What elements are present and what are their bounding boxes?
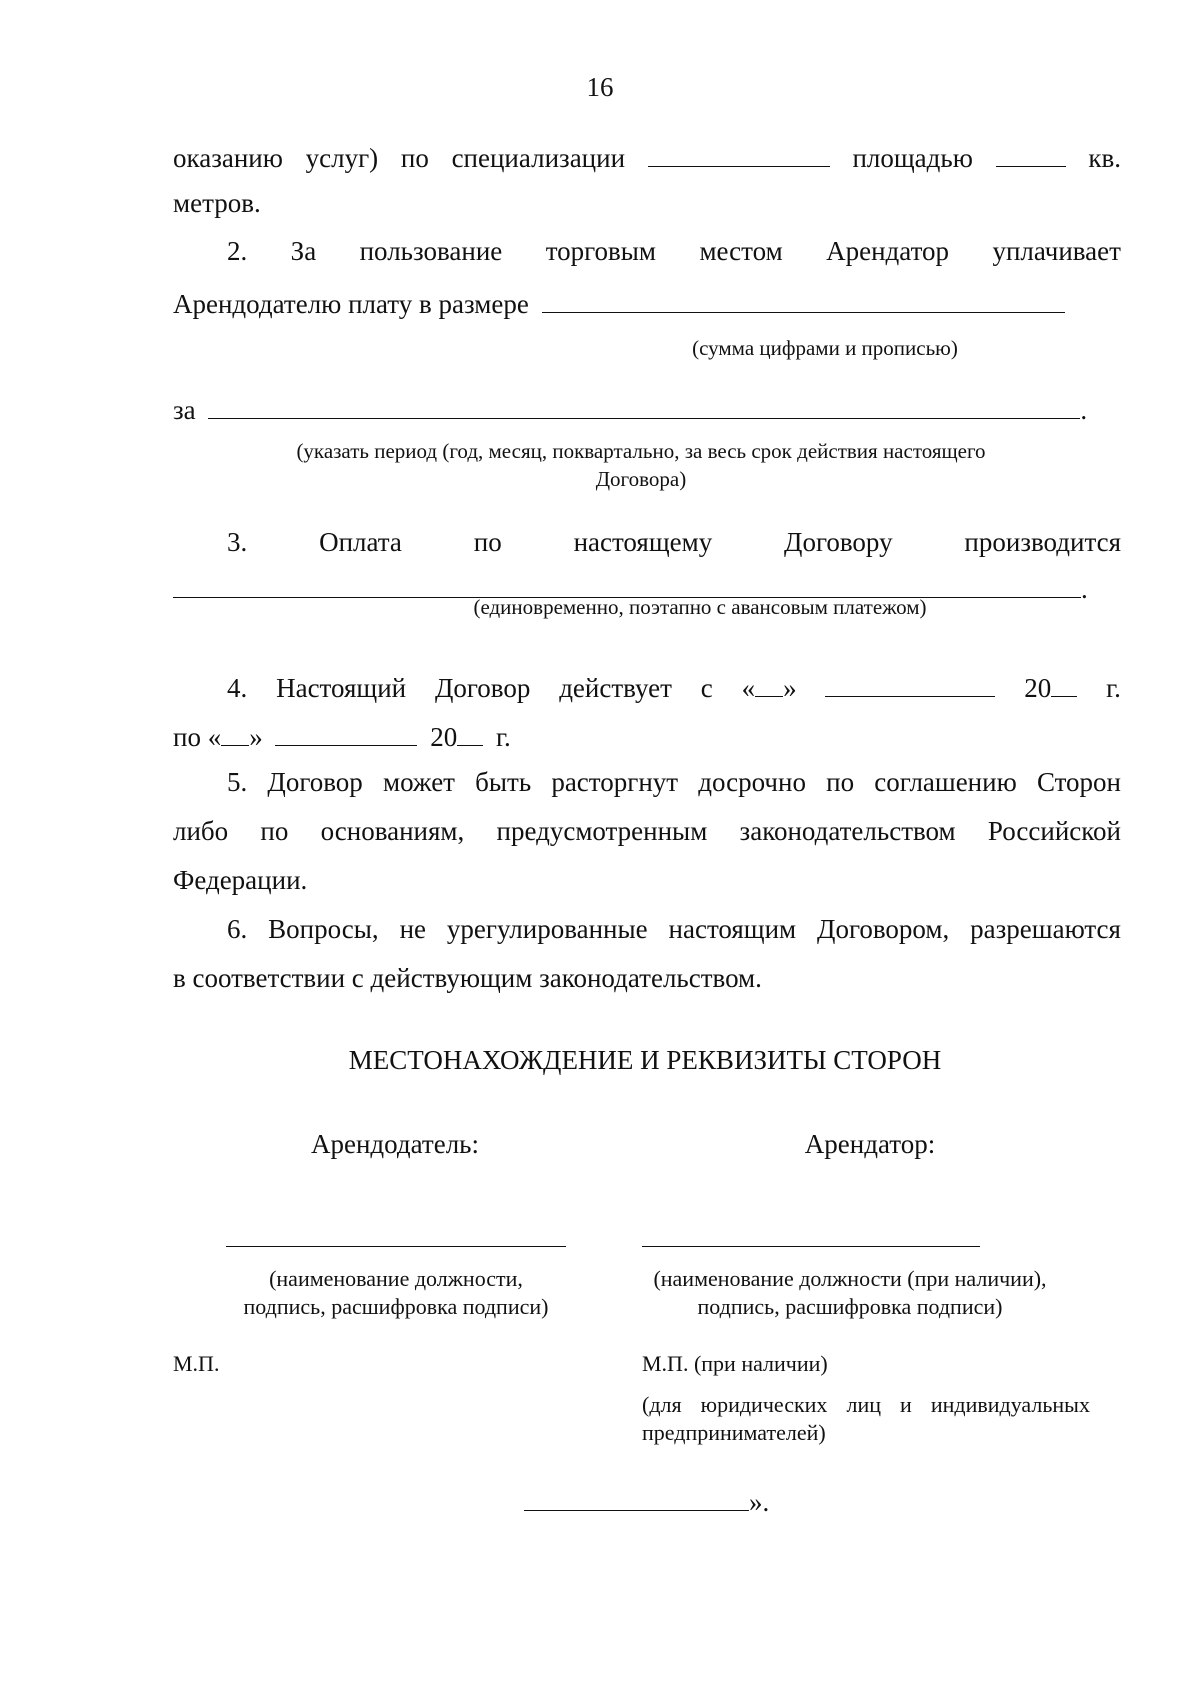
closing-line [524, 1483, 824, 1518]
section-title: МЕСТОНАХОЖДЕНИЕ И РЕКВИЗИТЫ СТОРОН [348, 1045, 942, 1075]
payment-amount-blank[interactable] [542, 285, 1065, 313]
word: г. [495, 722, 511, 752]
word: расторгнут [551, 767, 679, 797]
word: разрешаются [970, 914, 1121, 944]
word: не [399, 914, 427, 944]
word: соглашению [874, 767, 1017, 797]
word: индивидуальных [930, 1392, 1090, 1417]
payment-method-hint: (единовременно, поэтапно с авансовым платежом) [473, 595, 927, 619]
clause-2-line-2 [173, 285, 1121, 320]
word: юридических [700, 1392, 828, 1417]
tenant-entity-note-line-2: предпринимателей) [642, 1420, 826, 1445]
word: площадью [852, 143, 973, 173]
clause-2-continuation: Арендодателю плату в размере [173, 289, 529, 319]
word: Вопросы, [268, 914, 379, 944]
tenant-entity-note-line-1 [642, 1391, 1090, 1419]
period-hint-line-1: (указать период (год, месяц, поквартально, за весь срок действия настоящего [296, 439, 986, 463]
word: настоящему [573, 527, 713, 557]
word: 5. [227, 767, 248, 797]
paragraph-line-2: метров. [173, 188, 261, 218]
landlord-stamp-label: М.П. [173, 1351, 220, 1376]
period-hint-line-2: Договора) [595, 467, 687, 491]
word: пользование [359, 236, 503, 266]
word: урегулированные [446, 914, 648, 944]
word: Договору [784, 527, 893, 557]
clause-4-line-1 [227, 669, 1121, 704]
clause-3-line-1 [227, 527, 1121, 558]
payment-amount-hint: (сумма цифрами и прописью) [692, 336, 958, 360]
word: Оплата [319, 527, 402, 557]
closing-blank[interactable] [524, 1483, 749, 1511]
word: Арендатор [826, 236, 950, 266]
clause-6-line-2: в соответствии с действующим законодательством. [173, 963, 762, 993]
word: и [900, 1392, 912, 1417]
end-month-blank[interactable] [275, 718, 417, 746]
word: г. [1106, 673, 1121, 703]
landlord-signature-hint-2: подпись, расшифровка подписи) [243, 1294, 549, 1319]
end-year-blank[interactable] [457, 718, 483, 746]
start-month-blank[interactable] [825, 669, 995, 697]
period-dot: . [1080, 395, 1088, 425]
word: услуг) [305, 143, 379, 173]
word: предусмотренным [496, 816, 708, 846]
word: Договором, [817, 914, 950, 944]
clause-5-line-3: Федерации. [173, 865, 308, 895]
word: торговым [545, 236, 657, 266]
clause-number: 2. [227, 236, 248, 266]
end-day: по « » [173, 722, 263, 752]
word: действует [559, 673, 672, 703]
clause-6-line-1 [227, 914, 1121, 945]
word: быть [475, 767, 532, 797]
word: Сторон [1036, 767, 1121, 797]
tenant-stamp-label: М.П. (при наличии) [642, 1351, 828, 1376]
word: по [260, 816, 289, 846]
clause-2-line-1 [227, 236, 1121, 267]
area-blank[interactable] [996, 139, 1066, 167]
word: лиц [846, 1392, 881, 1417]
word: основаниям, [320, 816, 465, 846]
tenant-signature-hint-2: подпись, расшифровка подписи) [697, 1294, 1003, 1319]
clause-2-period-line [173, 391, 1121, 426]
clause-number: 4. [227, 673, 248, 703]
end-day-blank[interactable] [221, 718, 249, 746]
word: по [826, 767, 855, 797]
word: За [290, 236, 317, 266]
page-number: 16 [586, 72, 614, 102]
start-day-blank[interactable] [755, 669, 783, 697]
word: 6. [227, 914, 248, 944]
word: либо [173, 816, 229, 846]
word: кв. [1088, 143, 1121, 173]
start-year-blank[interactable] [1051, 669, 1077, 697]
payment-method-dot: . [1081, 574, 1088, 604]
word: оказанию [173, 143, 283, 173]
landlord-title: Арендодатель: [311, 1129, 479, 1159]
period-blank[interactable] [208, 391, 1080, 419]
end-year: 20 [430, 722, 483, 752]
clause-4-line-2 [173, 718, 1121, 753]
word: специализации [451, 143, 626, 173]
clause-5-line-1 [227, 767, 1121, 798]
landlord-signature-hint-1: (наименование должности, [269, 1266, 523, 1291]
word: Настоящий [276, 673, 407, 703]
specialization-blank[interactable] [648, 139, 830, 167]
word: Российской [987, 816, 1121, 846]
word: по [400, 143, 429, 173]
clause-5-line-2 [173, 816, 1121, 847]
word: по [473, 527, 502, 557]
paragraph-line-1 [173, 139, 1121, 174]
word: Договор [434, 673, 531, 703]
tenant-signature-hint-1: (наименование должности (при наличии), [653, 1266, 1047, 1291]
word: досрочно [698, 767, 806, 797]
word: может [382, 767, 455, 797]
tenant-signature-line[interactable] [642, 1246, 980, 1247]
word: производится [964, 527, 1121, 557]
start-year: 20 [1024, 669, 1077, 704]
word: Договор [267, 767, 363, 797]
word: настоящим [668, 914, 797, 944]
landlord-signature-line[interactable] [226, 1246, 566, 1247]
closing-mark: ». [749, 1487, 770, 1517]
word: с [700, 673, 713, 703]
word: (для [642, 1392, 682, 1417]
word: местом [699, 236, 783, 266]
period-prefix: за [173, 395, 196, 425]
tenant-title: Арендатор: [804, 1129, 936, 1159]
clause-number: 3. [227, 527, 248, 557]
word: законодательством [739, 816, 956, 846]
word: уплачивает [992, 236, 1121, 266]
start-day: « » [742, 669, 797, 704]
